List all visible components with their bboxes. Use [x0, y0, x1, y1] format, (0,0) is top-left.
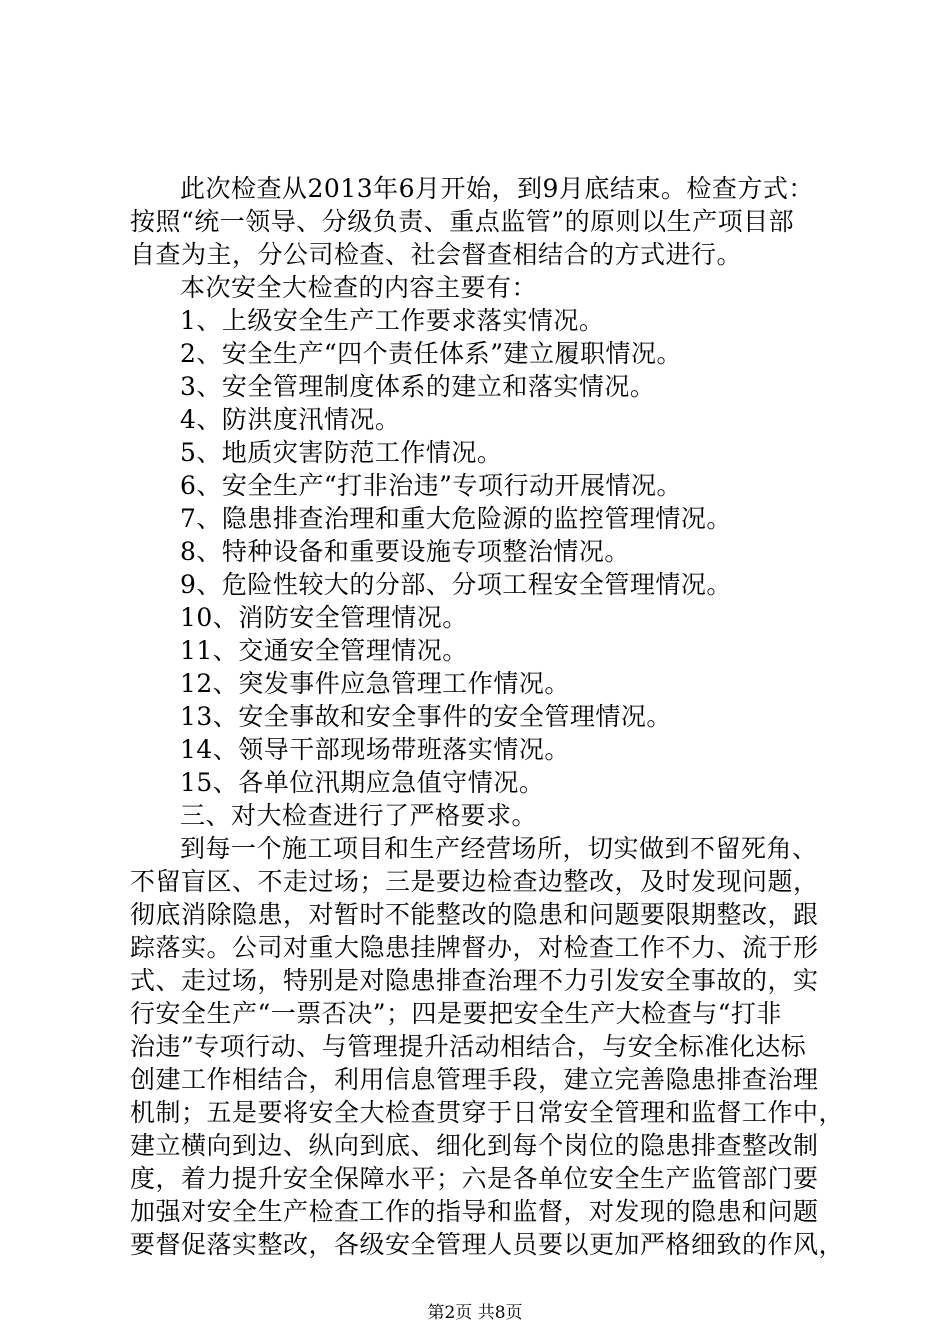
text-line: 不留盲区、不走过场；三是要边检查边整改，及时发现问题， — [130, 867, 819, 896]
inspection-items-list — [130, 304, 830, 799]
content-heading: 本次安全大检查的内容主要有： — [180, 273, 538, 302]
list-item: 9、危险性较大的分部、分项工程安全管理情况。 — [180, 570, 732, 599]
list-item: 8、特种设备和重要设施专项整治情况。 — [180, 537, 630, 566]
list-item: 4、防洪度汛情况。 — [180, 405, 401, 434]
paragraph-intro — [130, 172, 830, 271]
list-item: 11、交通安全管理情况。 — [180, 636, 468, 665]
paragraph-requirements — [130, 832, 845, 1261]
list-item: 5、地质灾害防范工作情况。 — [180, 438, 503, 467]
text-line: 自查为主，分公司检查、社会督查相结合的方式进行。 — [130, 240, 743, 269]
page-number: 第2页 共8页 — [427, 1303, 523, 1323]
text-line: 要督促落实整改，各级安全管理人员要以更加严格细致的作风， — [130, 1230, 845, 1259]
list-item: 15、各单位汛期应急值守情况。 — [180, 768, 545, 797]
text-line: 创建工作相结合，利用信息管理手段，建立完善隐患排查治理 — [130, 1065, 819, 1094]
text-line: 彻底消除隐患，对暂时不能整改的隐患和问题要限期整改，跟 — [130, 900, 819, 929]
list-item: 14、领导干部现场带班落实情况。 — [180, 735, 570, 764]
text-line: 式、走过场，特别是对隐患排查治理不力引发安全事故的，实 — [130, 966, 819, 995]
text-line: 机制；五是要将安全大检查贯穿于日常安全管理和监督工作中， — [130, 1098, 845, 1127]
text-line: 行安全生产“一票否决”；四是要把安全生产大检查与“打非 — [130, 999, 782, 1028]
page-footer — [0, 1303, 950, 1323]
list-item: 6、安全生产“打非治违”专项行动开展情况。 — [180, 471, 682, 500]
text-line: 此次检查从2013年6月开始，到9月底结束。检查方式： — [180, 174, 814, 203]
list-item: 2、安全生产“四个责任体系”建立履职情况。 — [180, 339, 682, 368]
text-line: 到每一个施工项目和生产经营场所，切实做到不留死角、 — [180, 834, 818, 863]
list-item: 3、安全管理制度体系的建立和落实情况。 — [180, 372, 656, 401]
document-body — [130, 172, 845, 1261]
list-item: 13、安全事故和安全事件的安全管理情况。 — [180, 702, 672, 731]
list-item: 1、上级安全生产工作要求落实情况。 — [180, 306, 605, 335]
text-line: 度，着力提升安全保障水平；六是各单位安全生产监管部门要 — [130, 1164, 819, 1193]
list-item: 10、消防安全管理情况。 — [180, 603, 468, 632]
section-three-heading: 三、对大检查进行了严格要求。 — [180, 801, 538, 830]
text-line: 踪落实。公司对重大隐患挂牌督办，对检查工作不力、流于形 — [130, 933, 819, 962]
list-item: 7、隐患排查治理和重大危险源的监控管理情况。 — [180, 504, 732, 533]
text-line: 治违”专项行动、与管理提升活动相结合，与安全标准化达标 — [130, 1032, 807, 1061]
list-item: 12、突发事件应急管理工作情况。 — [180, 669, 570, 698]
text-line: 按照“统一领导、分级负责、重点监管”的原则以生产项目部 — [130, 207, 795, 236]
text-line: 加强对安全生产检查工作的指导和监督，对发现的隐患和问题 — [130, 1197, 819, 1226]
text-line: 建立横向到边、纵向到底、细化到每个岗位的隐患排查整改制 — [130, 1131, 819, 1160]
